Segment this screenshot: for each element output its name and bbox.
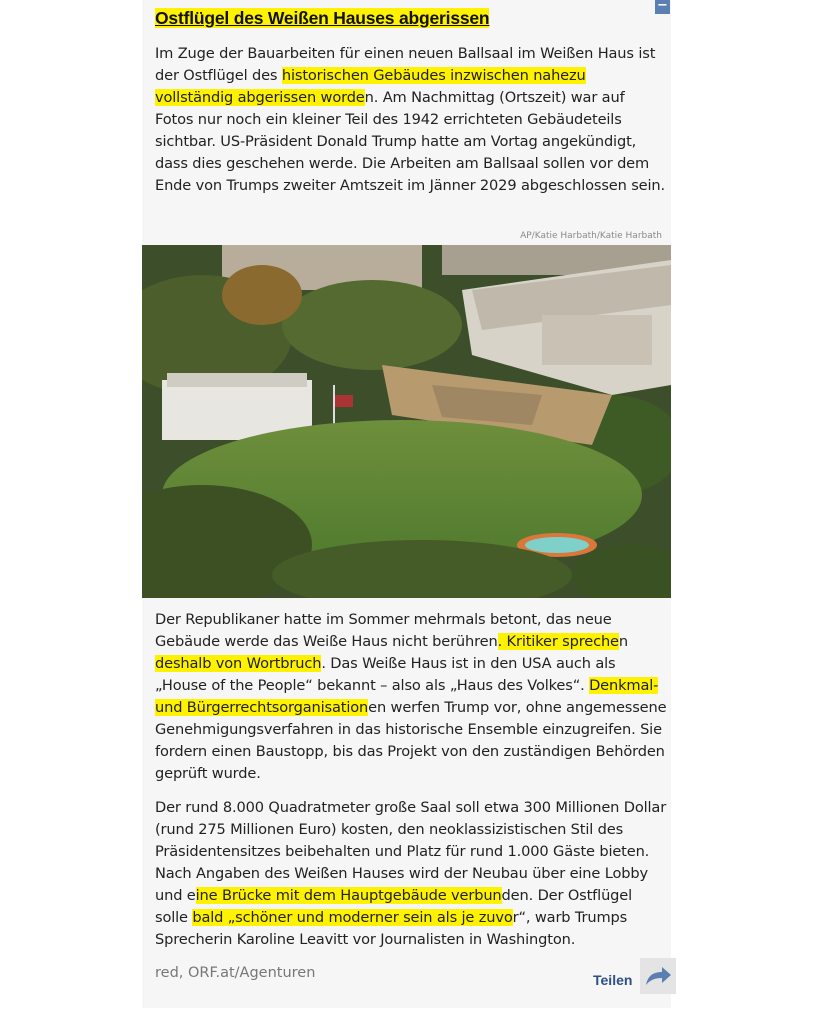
p3-highlight-1: ine Brücke mit dem Hauptgebäude verbun <box>195 887 502 904</box>
p1-text-a: Im Zuge der Bauarbeiten für einen neuen Ballsaal im Weißen Haus ist der Ostflügel des <box>155 45 656 84</box>
headline <box>155 8 489 29</box>
p3-text-a: Der rund 8.000 Quadratmeter große Saal soll etwa 300 Millionen Dollar (rund 275 Millionen Euro) kosten, den neoklassizistischen Stil des Präsidentensitzes beibehalten und Platz für rund 1.000 Gäste bieten. Nach Angaben des Weißen Hauses wird der Neubau über eine Lobby und e <box>155 799 667 904</box>
collapse-button[interactable]: − <box>655 0 670 14</box>
p2-text-d: en werfen Trump vor, ohne angemessene Genehmigungsverfahren in das historische Ensemble einzugreifen. Sie fordern einen Baustopp, bis das Projekt von den zuständigen Behörden geprüft wurde. <box>155 699 667 782</box>
paragraph-2 <box>155 609 667 785</box>
photo-flag <box>335 395 353 407</box>
p1-text-b: n. Am Nachmittag (Ortszeit) war auf Fotos nur noch ein kleiner Teil des 1942 errichteten Gebäudeteils sichtbar. US-Präsident Donald Trump hatte am Vortag angekündigt, dass dies geschehen werde. Die Arbeiten am Ballsaal sollen vor dem Ende von Trumps zweiter Amtszeit im Jänner 2029 abgeschlossen sein. <box>155 89 666 194</box>
headline-text: Ostflügel des Weißen Hauses abgerissen <box>155 8 490 28</box>
share-control[interactable] <box>593 966 676 994</box>
paragraph-3 <box>155 797 667 951</box>
photo-trees-center <box>282 280 462 370</box>
image-credit: AP/Katie Harbath/Katie Harbath <box>520 231 662 241</box>
paragraph-1 <box>155 43 667 197</box>
p2-text-b: n <box>618 633 628 650</box>
source-line: red, ORF.at/Agenturen <box>155 965 316 981</box>
p2-highlight-3: Denkmal- und Bürgerrechtsorganisation <box>155 677 659 716</box>
p2-highlight-2: deshalb von Wortbruch <box>155 655 322 672</box>
p2-highlight-1: . Kritiker spreche <box>497 633 619 650</box>
p3-text-c: r“, warb Trumps Sprecherin Karoline Leavitt vor Journalisten in Washington. <box>155 909 628 948</box>
photo-trees-autumn <box>222 265 302 325</box>
photo-white-house-roof <box>167 373 307 387</box>
share-label[interactable]: Teilen <box>593 972 633 988</box>
p2-text-a: Der Republikaner hatte im Sommer mehrmals betont, das neue Gebäude werde das Weiße Haus nicht berühren <box>155 611 612 650</box>
white-house-aerial-photo <box>142 245 671 598</box>
photo-treasury-columns <box>542 315 652 365</box>
photo-fountain-water <box>525 537 589 553</box>
p2-text-c: . Das Weiße Haus ist in den USA auch als „House of the People“ bekannt – also als „Haus des Volkes“. <box>155 655 616 694</box>
share-arrow-icon[interactable] <box>640 958 676 994</box>
p3-text-b: den. Der Ostflügel solle <box>155 887 633 926</box>
p1-highlight: historischen Gebäudes inzwischen nahezu vollständig abgerissen worde <box>155 67 586 106</box>
p3-highlight-2: bald „schöner und moderner sein als je zuvo <box>192 909 513 926</box>
